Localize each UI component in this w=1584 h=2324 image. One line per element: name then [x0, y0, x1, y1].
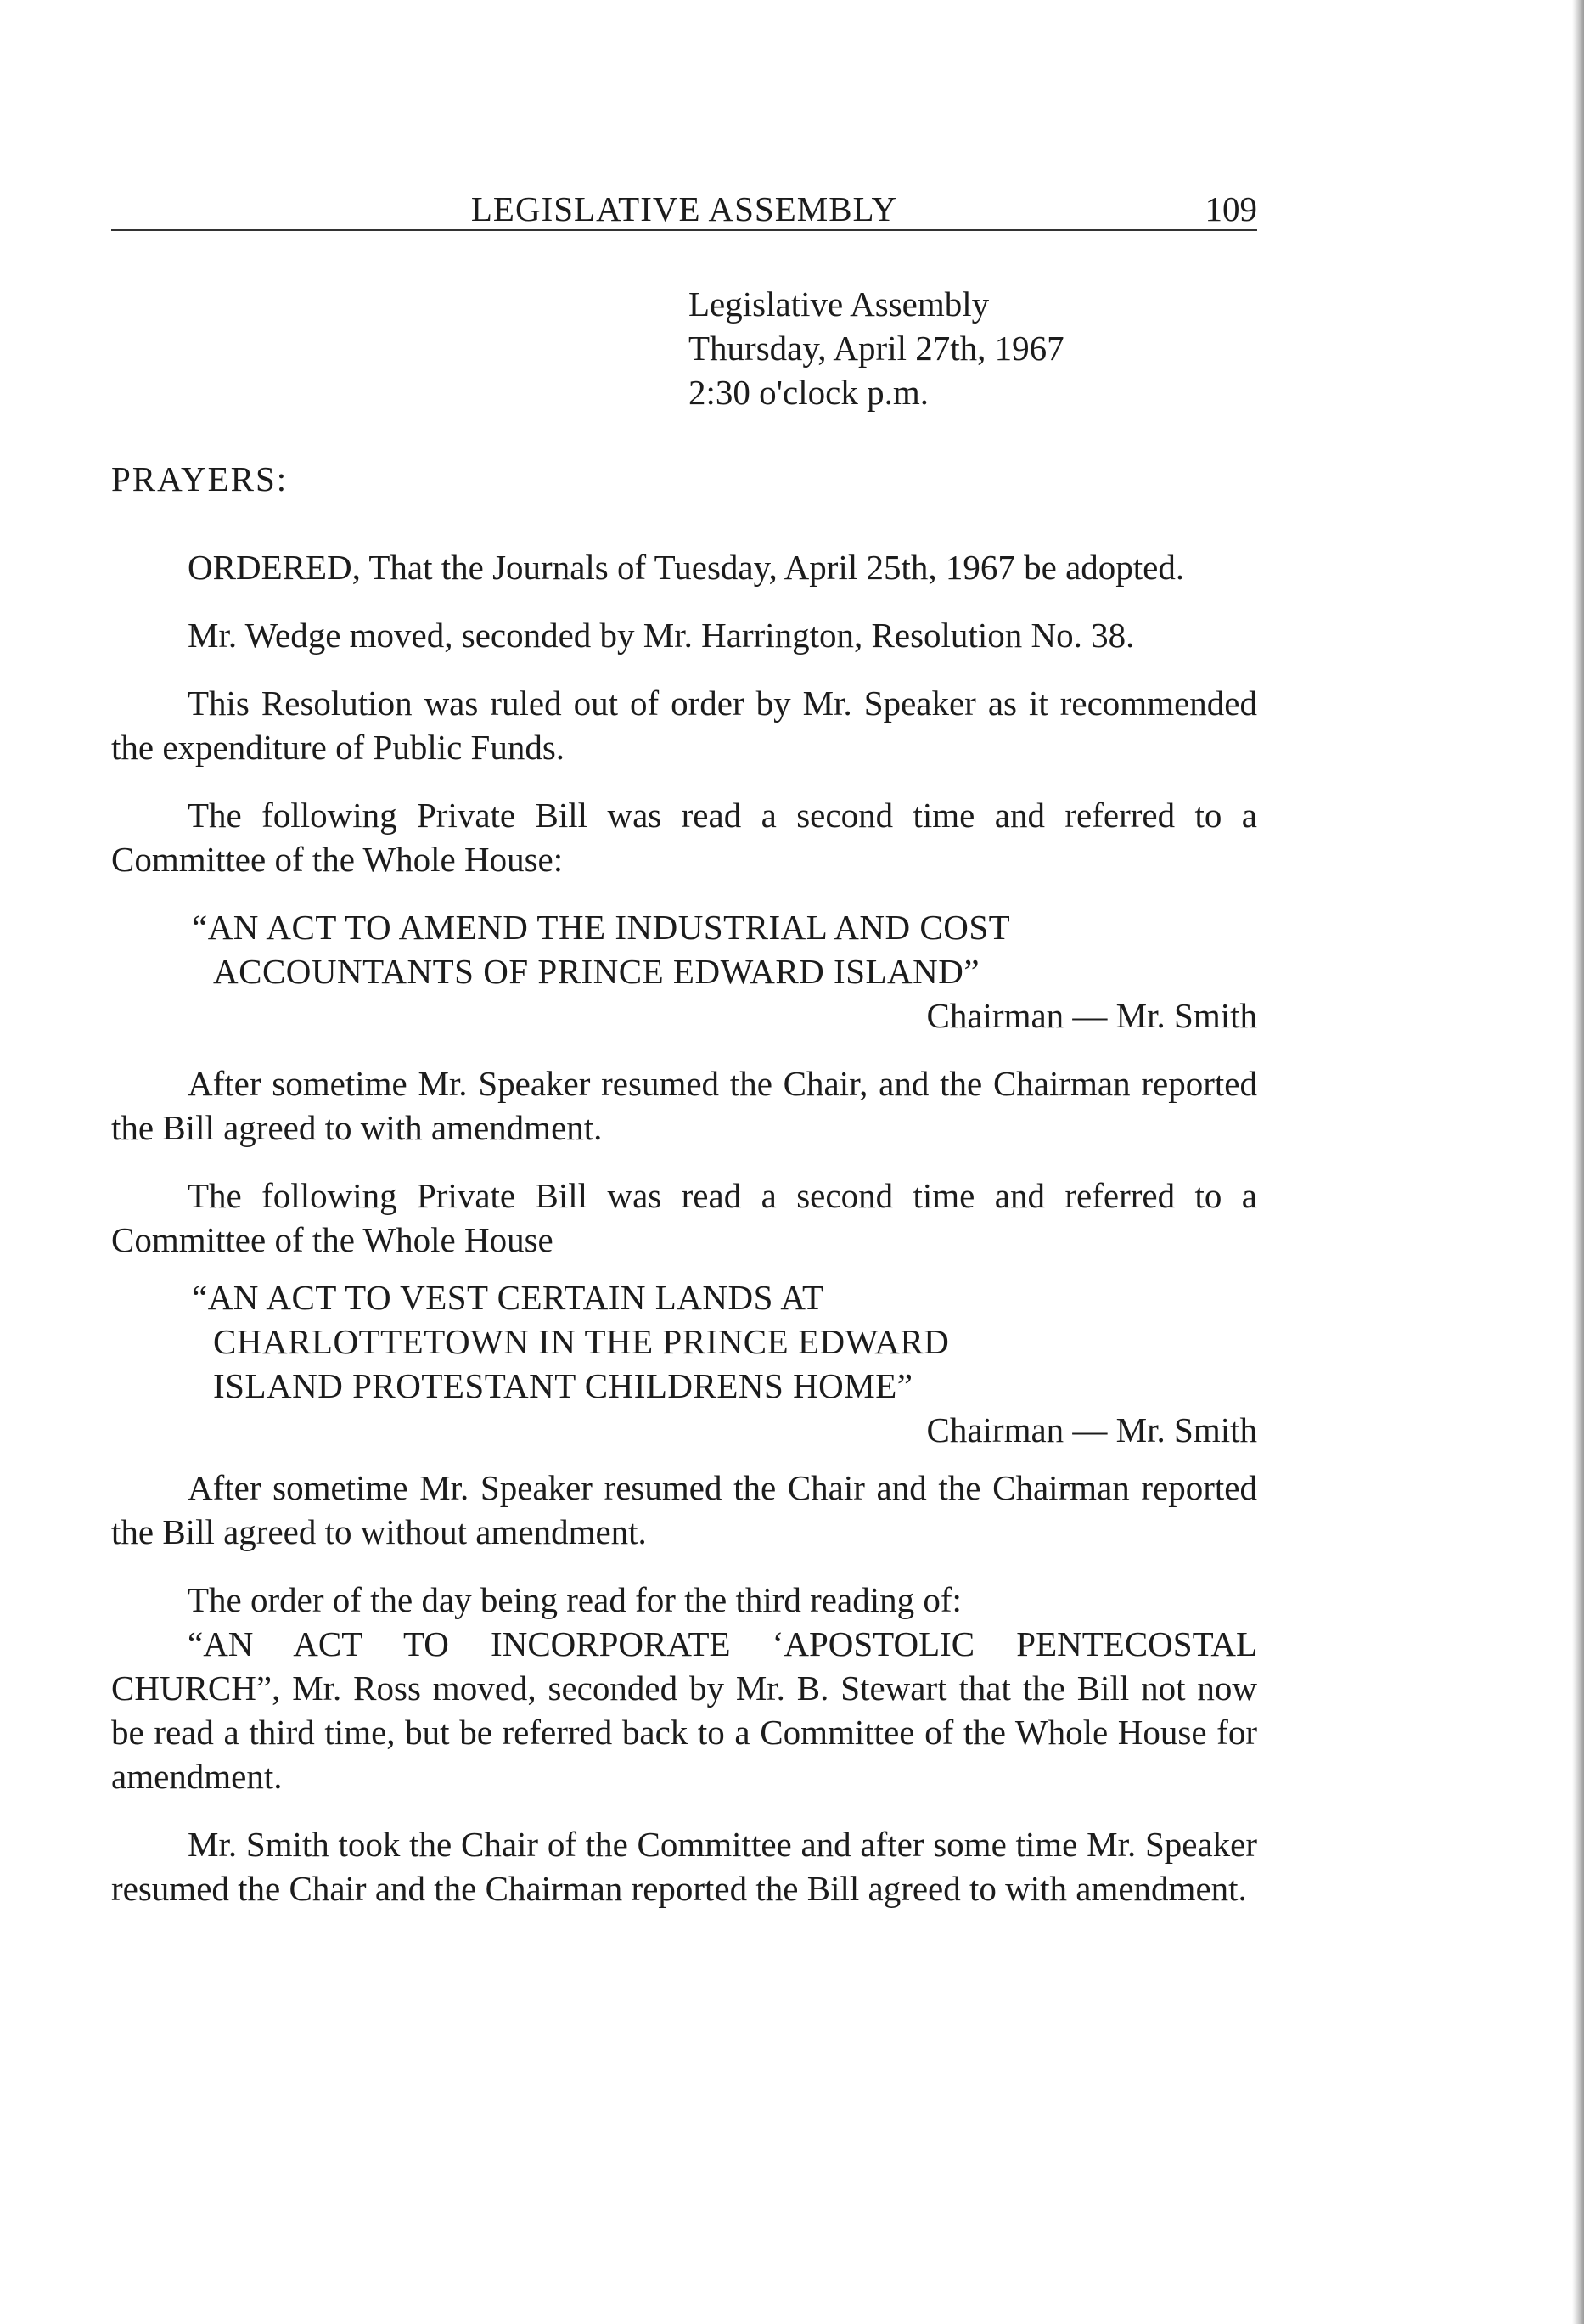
- dateline: [688, 282, 1257, 414]
- paragraph-ordered: ORDERED, That the Journals of Tuesday, April 25th, 1967 be adopted.: [188, 548, 1185, 587]
- act-2-line-3: ISLAND PROTESTANT CHILDRENS HOME”: [213, 1366, 913, 1405]
- page-number: 109: [1205, 189, 1257, 228]
- paragraph-order-of-day: The order of the day being read for the third reading of:: [188, 1580, 962, 1619]
- paragraph-private-bill-2: The following Private Bill was read a second time and referred to a Committee of the Whole House: [111, 1176, 1257, 1259]
- paragraph-smith-chair: Mr. Smith took the Chair of the Committee and after some time Mr. Speaker resumed the Chair and the Chairman reported the Bill agreed to with amendment.: [111, 1825, 1257, 1908]
- prayers-heading: PRAYERS:: [111, 459, 289, 498]
- act-title-1: [111, 905, 1257, 993]
- page-edge-shadow: [1572, 0, 1584, 2324]
- dateline-body: Legislative Assembly: [688, 284, 990, 324]
- paragraph-apostolic: “AN ACT TO INCORPORATE ‘APOSTOLIC PENTECOSTAL CHURCH”, Mr. Ross moved, seconded by Mr. B. Stewart that the Bill not now be read a third time, but be referred back to a Committee of the Whole House for amendment.: [111, 1624, 1257, 1796]
- paragraph-out-of-order: This Resolution was ruled out of order by Mr. Speaker as it recommended the expenditure of Public Funds.: [111, 684, 1257, 767]
- act-1-chairman: Chairman — Mr. Smith: [926, 996, 1257, 1035]
- paragraph-after-2: After sometime Mr. Speaker resumed the Chair and the Chairman reported the Bill agreed to without amendment.: [111, 1468, 1257, 1551]
- act-2-line-1: “AN ACT TO VEST CERTAIN LANDS AT: [192, 1278, 824, 1317]
- act-1-line-2: ACCOUNTANTS OF PRINCE EDWARD ISLAND”: [213, 952, 980, 991]
- act-2-line-2: CHARLOTTETOWN IN THE PRINCE EDWARD: [213, 1322, 950, 1361]
- act-2-chairman: Chairman — Mr. Smith: [926, 1410, 1257, 1449]
- act-title-2: [111, 1275, 1257, 1408]
- dateline-date: Thursday, April 27th, 1967: [688, 329, 1064, 368]
- header-title: LEGISLATIVE ASSEMBLY: [470, 189, 898, 228]
- running-header: [111, 178, 1257, 231]
- dateline-time: 2:30 o'clock p.m.: [688, 373, 929, 412]
- paragraph-wedge-moved: Mr. Wedge moved, seconded by Mr. Harrington, Resolution No. 38.: [188, 616, 1135, 655]
- act-1-line-1: “AN ACT TO AMEND THE INDUSTRIAL AND COST: [192, 908, 1011, 947]
- document-page: [111, 178, 1257, 1910]
- paragraph-private-bill-1: The following Private Bill was read a second time and referred to a Committee of the Whole House:: [111, 796, 1257, 879]
- paragraph-after-1: After sometime Mr. Speaker resumed the Chair, and the Chairman reported the Bill agreed to with amendment.: [111, 1064, 1257, 1147]
